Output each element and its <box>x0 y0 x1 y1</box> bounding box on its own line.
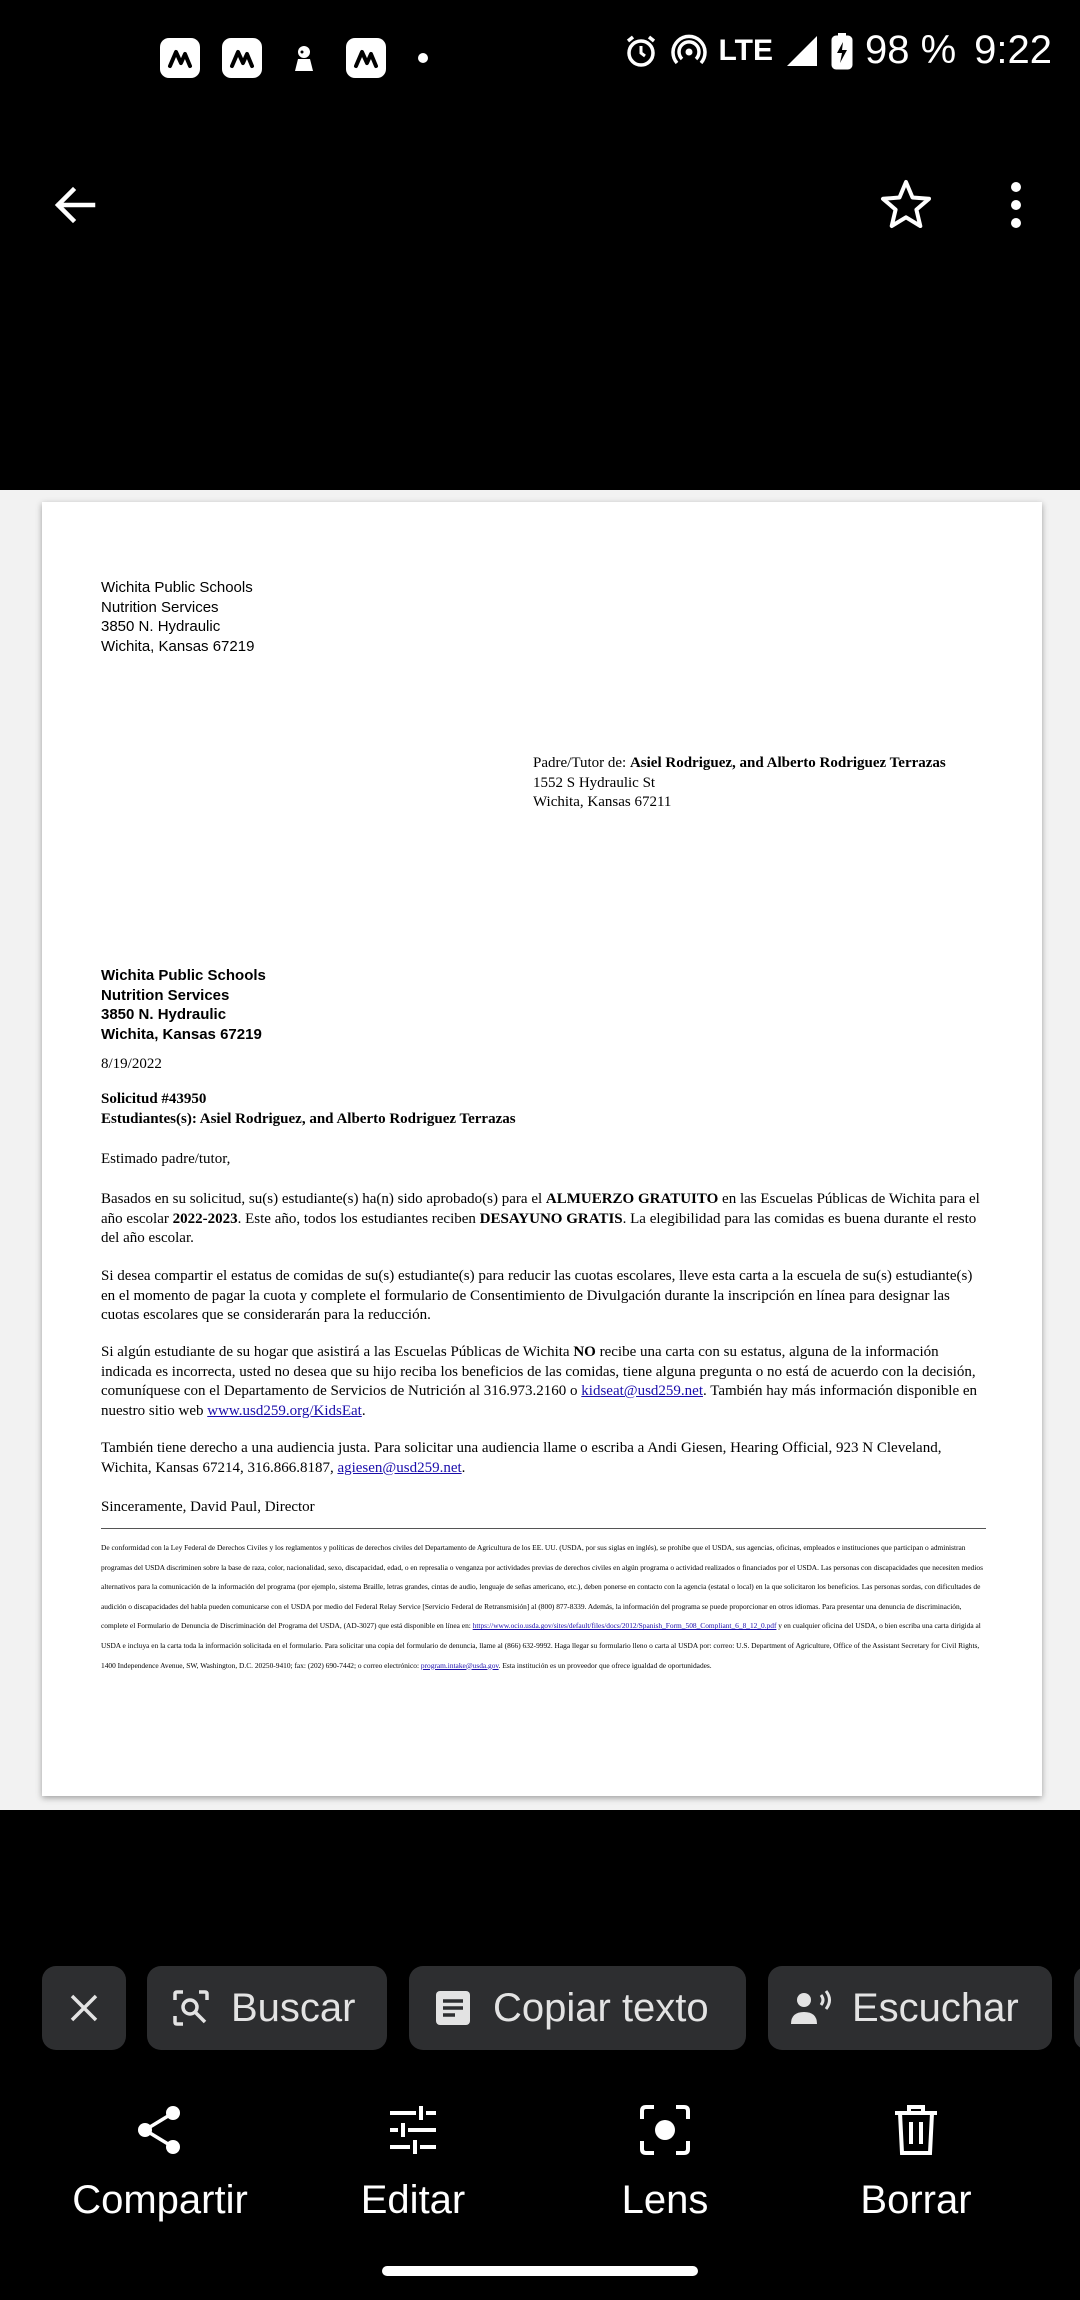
more-chips-indicator[interactable] <box>1074 1966 1080 2050</box>
search-chip[interactable] <box>147 1966 387 2050</box>
email-link: agiesen@usd259.net <box>337 1459 462 1476</box>
hearing-paragraph <box>101 1439 986 1478</box>
application-block <box>101 1090 516 1129</box>
battery-percentage: 98 % <box>864 28 957 72</box>
character-notification-icon <box>284 38 324 78</box>
text-run-bold: ALMUERZO GRATUITO <box>545 1191 719 1207</box>
tune-icon <box>386 2103 440 2157</box>
listen-chip-label: Escuchar <box>852 1985 1019 2030</box>
back-button[interactable] <box>35 165 115 245</box>
sender-line: Nutrition Services <box>101 598 219 616</box>
hotspot-icon <box>671 33 707 69</box>
document-icon <box>433 1988 473 2028</box>
battery-charging-icon <box>831 32 853 70</box>
text-run: . La elegibilidad para las comidas es buena durante el resto del año escolar. <box>101 1210 977 1246</box>
gesture-nav-handle[interactable] <box>382 2266 698 2276</box>
recipient-block <box>533 754 993 813</box>
copy-text-chip-label: Copiar texto <box>493 1985 709 2030</box>
share-label: Compartir <box>72 2178 248 2222</box>
bottom-action-bar <box>0 2100 1080 2240</box>
text-run-bold: DESAYUNO GRATIS <box>479 1210 623 1227</box>
email-link: kidseat@usd259.net <box>581 1383 704 1399</box>
text-run-bold: 2022-2023 <box>172 1210 238 1227</box>
letter-date: 8/19/2022 <box>101 1056 162 1072</box>
text-run: . También hay más información disponible en nuestro sitio web <box>101 1383 978 1419</box>
email-link: program.intake@usda.gov <box>420 1660 499 1670</box>
fees-paragraph: Si desea compartir el estatus de comidas de su(s) estudiante(s) para reducir las cuotas escolares, lleve esta carta a la escuela de su(s) estudiante(s) en el momento de pagar la cuota y complete el formulario de Consentimiento de Divulgación durante la inscripción en línea para designar las cuotas escolares que se considerarán para la reducción. <box>101 1268 973 1323</box>
star-outline-icon <box>879 178 933 232</box>
lens-label: Lens <box>621 2178 709 2222</box>
copy-text-chip[interactable] <box>409 1966 746 2050</box>
clock: 9:22 <box>974 28 1052 72</box>
sender-line: 3850 N. Hydraulic <box>101 1006 227 1023</box>
text-run-bold: NO <box>573 1344 596 1360</box>
app-notification-icon <box>160 38 200 78</box>
network-type: LTE <box>718 33 773 67</box>
signal-icon <box>785 34 819 68</box>
app-notification-icon <box>222 38 262 78</box>
more-vert-icon <box>1008 180 1024 230</box>
lens-icon <box>638 2103 692 2157</box>
close-icon <box>67 1991 101 2025</box>
lens-search-icon <box>171 1988 211 2028</box>
delete-button[interactable] <box>796 2100 1036 2223</box>
sender-line: 3850 N. Hydraulic <box>101 618 221 635</box>
listen-chip[interactable] <box>768 1966 1052 2050</box>
viewer-toolbar <box>0 150 1080 260</box>
share-icon <box>133 2103 187 2157</box>
listen-icon <box>790 1988 834 2028</box>
status-bar <box>0 0 1080 120</box>
app-notification-icon <box>346 38 386 78</box>
letter-document[interactable] <box>42 502 1042 1796</box>
text-run: . Esta institución es un proveedor que ofrece igualdad de oportunidades. <box>498 1660 712 1670</box>
salutation: Estimado padre/tutor, <box>101 1151 231 1167</box>
sender-line: Nutrition Services <box>101 986 230 1004</box>
lens-suggestion-chips <box>0 1966 1080 2050</box>
sender-line: Wichita, Kansas 67219 <box>101 1025 262 1043</box>
nondiscrimination-statement <box>101 1538 986 1675</box>
approval-paragraph <box>101 1190 986 1249</box>
recipient-names: Asiel Rodriguez, and Alberto Rodriguez Terrazas <box>629 755 946 771</box>
text-run: De conformidad con la Ley Federal de Derechos Civiles y los reglamentos y políticas de derechos civiles del Departamento de Agricultura de los EE. UU. (USDA, por sus siglas en inglés), se prohíbe que el USDA, sus agencias, oficinas, empleados e instituciones que participan o administran programas del USDA discriminen sobre la base de raza, color, nacionalidad, sexo, discapacidad, edad, o en represalia o venganza por actividades previas de derechos civiles en algún programa o actividad realizados o financiados por el USDA. Las personas con discapacidades que necesiten medios alternativos para la comunicación de la información del programa (por ejemplo, sistema Braille, letras grandes, cintas de audio, lenguaje de señas americano, etc.), deben ponerse en contacto con la agencia (estatal o local) en la que solicitaron los beneficios. Las personas sordas, con dificultades de audición o discapacidades del habla pueden comunicarse con el USDA por medio del Federal Relay Service [Servicio Federal de Retransmisión] al (800) 877-8339. Además, la información del programa se puede proporcionar en otros idiomas. Para presentar una denuncia de discriminación, complete el Formulario de Denuncia de Discriminación del Programa del USDA, (AD-3027) que está disponible en línea en: <box>101 1543 983 1631</box>
more-options-button[interactable] <box>976 165 1056 245</box>
close-chips-button[interactable] <box>42 1966 126 2050</box>
contact-paragraph <box>101 1343 986 1421</box>
delete-label: Borrar <box>860 2178 972 2222</box>
divider <box>101 1528 986 1529</box>
text-run: . <box>361 1402 366 1419</box>
sender-line: Wichita Public Schools <box>101 579 253 596</box>
arrow-back-icon <box>51 181 99 229</box>
trash-icon <box>891 2103 941 2157</box>
sender-line: Wichita Public Schools <box>101 967 266 984</box>
favorite-button[interactable] <box>866 165 946 245</box>
text-run: y en cualquier oficina del USDA, o bien escriba una carta dirigida al USDA e incluya en la carta toda la información solicitada en el formulario. Para solicitar una copia del formulario de denuncia, llame al (866) 632-9992. Haga llegar su formulario lleno o carta al USDA por: correo: U.S. Department of Agriculture, Office of the Assistant Secretary for Civil Rights, 1400 Independence Avenue, SW, Washington, D.C. 20250-9410; fax: (202) 690-7442; o correo electrónico: <box>101 1621 981 1670</box>
website-link: www.usd259.org/KidsEat <box>207 1402 362 1419</box>
form-link: https://www.ocio.usda.gov/sites/default/files/docs/2012/Spanish_Form_508_Compliant_6_8_12_0.pdf <box>472 1621 777 1631</box>
text-run: Si algún estudiante de su hogar que asistirá a las Escuelas Públicas de Wichita <box>101 1344 574 1360</box>
share-button[interactable] <box>40 2100 280 2223</box>
students-line: Estudiantes(s): Asiel Rodriguez, and Alberto Rodriguez Terrazas <box>101 1110 516 1127</box>
edit-button[interactable] <box>293 2100 533 2223</box>
recipient-address-line: Wichita, Kansas 67211 <box>533 794 672 810</box>
search-chip-label: Buscar <box>231 1985 356 2030</box>
system-status <box>623 28 1052 73</box>
text-run: recibe una carta con su estatus, alguna de la información indicada es incorrecta, usted no desea que su hijo reciba los beneficios de las comidas, tiene alguna pregunta o no está de acuerdo con la decisión, comuníquese con el Departamento de Servicios de Nutrición al 316.973.2160 o <box>101 1344 976 1399</box>
recipient-prefix: Padre/Tutor de: <box>533 755 630 771</box>
text-run: . <box>461 1459 466 1476</box>
notification-icons <box>160 38 428 78</box>
signature-line: Sinceramente, David Paul, Director <box>101 1499 315 1515</box>
text-run: Basados en su solicitud, su(s) estudiante(s) ha(n) sido aprobado(s) para el <box>101 1191 546 1207</box>
application-number: Solicitud #43950 <box>101 1091 207 1107</box>
lens-button[interactable] <box>545 2100 785 2223</box>
sender-line: Wichita, Kansas 67219 <box>101 637 255 655</box>
text-run: en las Escuelas Públicas de Wichita para el año escolar <box>101 1191 980 1227</box>
text-run: También tiene derecho a una audiencia justa. Para solicitar una audiencia llame o escriba a Andi Giesen, Hearing Official, 923 N Cleveland, Wichita, Kansas 67214, 316.866.8187, <box>101 1440 942 1476</box>
sender-address-bold <box>101 966 266 1044</box>
recipient-address-line: 1552 S Hydraulic St <box>533 774 656 791</box>
edit-label: Editar <box>360 2178 466 2222</box>
text-run: . Este año, todos los estudiantes reciben <box>237 1210 480 1227</box>
sender-address <box>101 578 254 656</box>
alarm-icon <box>623 33 659 69</box>
more-notifications-dot <box>418 53 428 63</box>
